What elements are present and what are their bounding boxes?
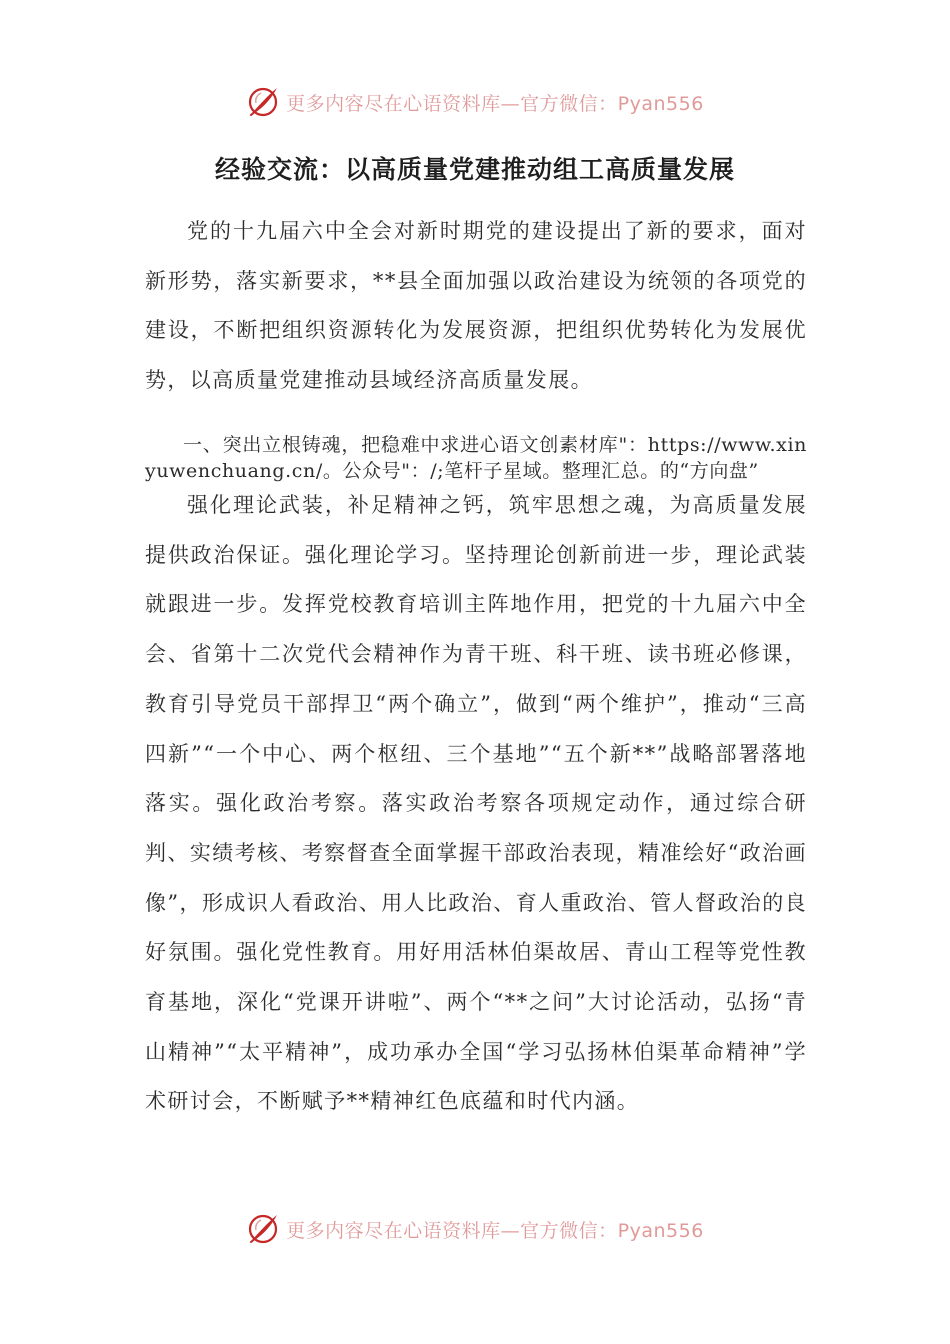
banner-slogan: 更多内容尽在心语资料库—官方微信： <box>286 92 618 115</box>
banner-slogan: 更多内容尽在心语资料库—官方微信： <box>286 1219 618 1242</box>
footer-banner <box>0 1209 950 1249</box>
intro-paragraph: 党的十九届六中全会对新时期党的建设提出了新的要求，面对新形势，落实新要求，**县全面加强以政治建设为统领的各项党的建设，不断把组织资源转化为发展资源，把组织优势转化为发展优势，以高质量党建推动县域经济高质量发展。 <box>145 219 807 393</box>
banner-text <box>286 1216 704 1243</box>
header-banner <box>0 82 950 122</box>
body-paragraph: 强化理论武装，补足精神之钙，筑牢思想之魂，为高质量发展提供政治保证。强化理论学习。坚持理论创新前进一步，理论武装就跟进一步。发挥党校教育培训主阵地作用，把党的十九届六中全会、省第十二次党代会精神作为青干班、科干班、读书班必修课，教育引导党员干部捍卫“两个确立”，做到“两个维护”，推动“三高四新”“一个中心、两个枢纽、三个基地”“五个新**”战略部署落地落实。强化政治考察。落实政治考察各项规定动作，通过综合研判、实绩考核、考察督查全面掌握干部政治表现，精准绘好“政治画像”，形成识人看政治、用人比政治、育人重政治、管人督政治的良好氛围。强化党性教育。用好用活林伯渠故居、青山工程等党性教育基地，深化“党课开讲啦”、两个“**之问”大讨论活动，弘扬“青山精神”“太平精神”，成功承办全国“学习弘扬林伯渠革命精神”学术研讨会，不断赋予**精神红色底蕴和时代内涵。 <box>145 493 807 1114</box>
banner-handle: Pyan556 <box>617 1219 704 1242</box>
quill-pen-logo-icon <box>246 1212 280 1246</box>
section-heading: 一、突出立根铸魂，把稳难中求进心语文创素材库"：https://www.xinyuwenchuang.cn/。公众号"：/;笔杆子星域。整理汇总。的“方向盘” <box>145 434 807 482</box>
banner-text <box>286 89 704 116</box>
quill-pen-logo-icon <box>246 85 280 119</box>
banner-handle: Pyan556 <box>617 92 704 115</box>
document-title: 经验交流：以高质量党建推动组工高质量发展 <box>214 155 735 184</box>
